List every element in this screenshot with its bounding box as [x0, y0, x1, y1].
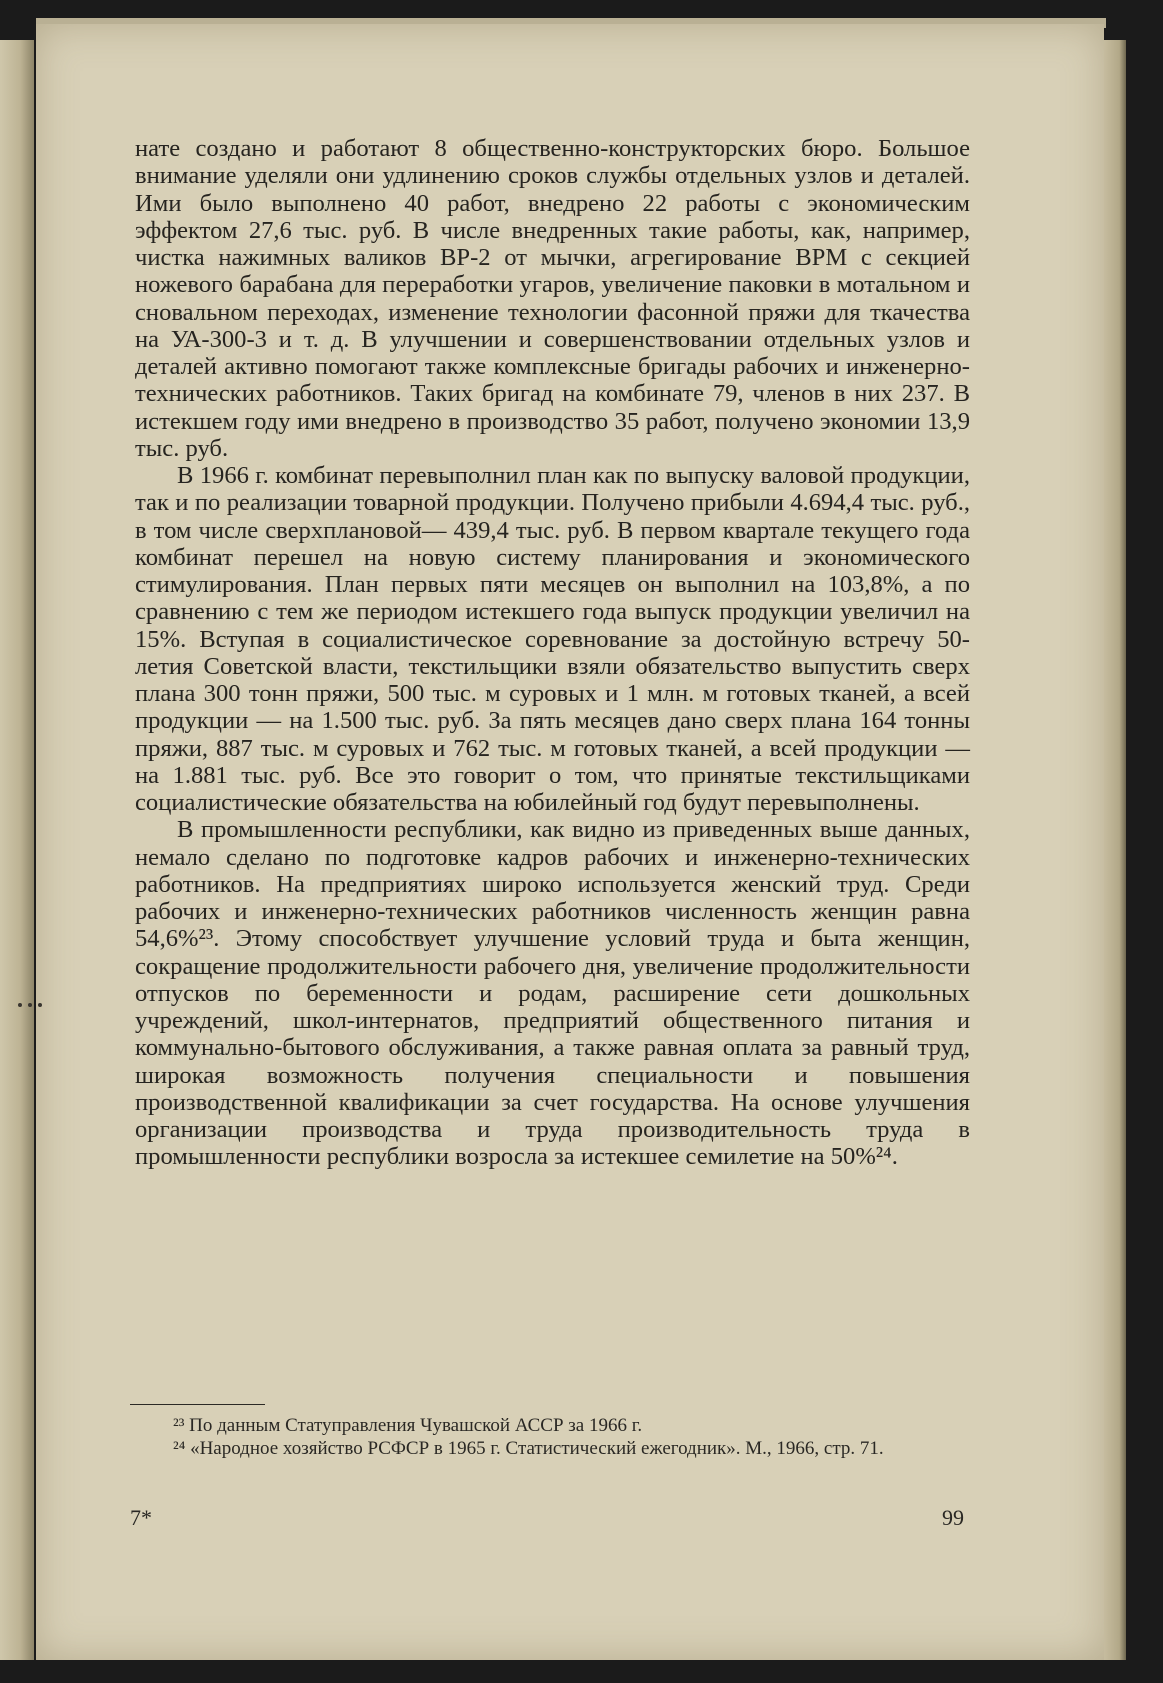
- facing-page-edge: [0, 40, 34, 1660]
- printer-signature-mark: 7*: [130, 1505, 152, 1530]
- page-number: 99: [942, 1505, 964, 1530]
- paragraph-2: В 1966 г. комбинат перевыполнил план как по выпуску валовой продукции, так и по реализации товарной продукции. Получено прибыли 4.694,4 тыс. руб., в том числе сверхплановой— 439,4 тыс. руб. В первом квартале текущего года комбинат перешел на новую систему планирования и экономического стимулирования. План первых пяти месяцев он выполнил на 103,8%, а по сравнению с тем же периодом истекшего года выпуск продукции увеличил на 15%. Вступая в социалистическое соревнование за достойную встречу 50-летия Советской власти, текстильщики взяли обязательство выпустить сверх плана 300 тонн пряжи, 500 тыс. м суровых и 1 млн. м готовых тканей, а всей продукции — на 1.500 тыс. руб. За пять месяцев дано сверх плана 164 тонны пряжи, 887 тыс. м суровых и 762 тыс. м готовых тканей, а всей продукции — на 1.881 тыс. руб. Все это говорит о том, что принятые текстильщиками социалистические обязательства на юбилейный год будут перевыполнены.: [135, 462, 970, 816]
- margin-marks: [18, 994, 52, 1000]
- body-text: [135, 135, 970, 1171]
- paragraph-1: нате создано и работают 8 общественно-конструкторских бюро. Большое внимание уделяли они удлинению сроков службы отдельных узлов и деталей. Ими было выполнено 40 работ, внедрено 22 работы с экономическим эффектом 27,6 тыс. руб. В числе внедренных такие работы, как, например, чистка нажимных валиков ВР-2 от мычки, агрегирование ВРМ с секцией ножевого барабана для переработки угаров, увеличение паковки в мотальном и сновальном переходах, изменение технологии фасонной пряжи для ткачества на УА-300-3 и т. д. В улучшении и совершенствовании отдельных узлов и деталей активно помогают также комплексные бригады рабочих и инженерно-технических работников. Таких бригад на комбинате 79, членов в них 237. В истекшем году ими внедрено в производство 35 работ, получено экономии 13,9 тыс. руб.: [135, 135, 970, 462]
- footnote-23: ²³ По данным Статуправления Чувашской АССР за 1966 г.: [173, 1415, 643, 1436]
- footnotes: [135, 1414, 970, 1460]
- footnote-divider: [130, 1404, 265, 1405]
- page-stack-edge: [1104, 40, 1126, 1660]
- footnote-24: ²⁴ «Народное хозяйство РСФСР в 1965 г. Статистический ежегодник». М., 1966, стр. 71.: [173, 1438, 884, 1459]
- paragraph-3: В промышленности республики, как видно из приведенных выше данных, немало сделано по подготовке кадров рабочих и инженерно-технических работников. На предприятиях широко используется женский труд. Среди рабочих и инженерно-технических работников численность женщин равна 54,6%²³. Этому способствует улучшение условий труда и быта женщин, сокращение продолжительности рабочего дня, увеличение продолжительности отпусков по беременности и родам, расширение сети дошкольных учреждений, школ-интернатов, предприятий общественного питания и коммунально-бытового обслуживания, а также равная оплата за равный труд, широкая возможность получения специальности и повышения производственной квалификации за счет государства. На основе улучшения организации производства и труда производительность труда в промышленности республики возросла за истекшее семилетие на 50%²⁴.: [135, 816, 970, 1171]
